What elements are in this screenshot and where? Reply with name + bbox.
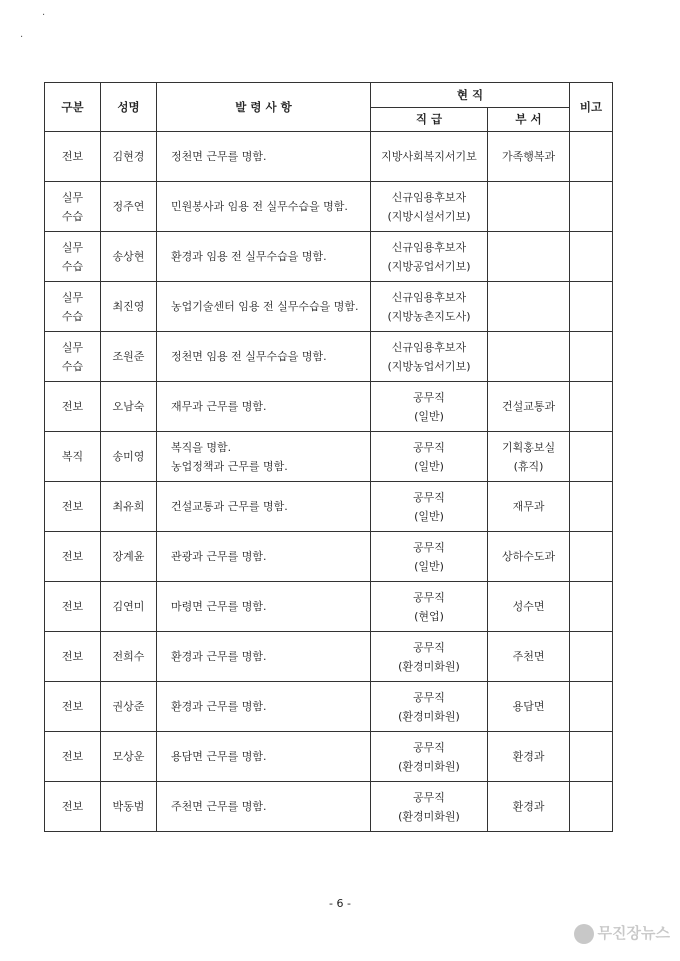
order-cell [157, 782, 371, 832]
order-cell-line: 용담면 근무를 명함. [171, 750, 267, 763]
remarks-cell [570, 532, 613, 582]
remarks-cell [570, 632, 613, 682]
category-cell-line: 전보 [61, 600, 84, 613]
category-cell-line: 수습 [61, 259, 84, 273]
department-cell [488, 532, 570, 582]
department-cell [488, 482, 570, 532]
table-row [45, 282, 613, 332]
order-cell [157, 382, 371, 432]
grade-cell-line: 지방사회복지서기보 [381, 150, 477, 163]
department-cell-line: 건설교통과 [501, 400, 556, 413]
grade-cell [371, 532, 488, 582]
category-cell [45, 582, 101, 632]
order-cell-line: 마령면 근무를 명함. [171, 600, 267, 613]
grade-cell-line: 공무직 [413, 740, 445, 754]
watermark-text: 무진장뉴스 [597, 924, 670, 942]
category-cell-line: 전보 [61, 150, 84, 163]
header-name: 성명 [101, 83, 157, 132]
remarks-cell [570, 582, 613, 632]
order-cell [157, 482, 371, 532]
category-cell-line: 수습 [61, 359, 84, 373]
remarks-cell [570, 432, 613, 482]
order-cell [157, 432, 371, 482]
grade-cell-line: 공무직 [413, 390, 445, 404]
grade-cell [371, 182, 488, 232]
category-cell [45, 732, 101, 782]
department-cell [488, 582, 570, 632]
header-remarks: 비고 [570, 83, 613, 132]
department-cell [488, 332, 570, 382]
category-cell-line: 실무 [61, 190, 84, 204]
category-cell [45, 482, 101, 532]
order-cell [157, 732, 371, 782]
table-row [45, 632, 613, 682]
grade-cell [371, 782, 488, 832]
grade-cell [371, 632, 488, 682]
table-row [45, 332, 613, 382]
department-cell-line: 환경과 [512, 750, 545, 763]
category-cell [45, 332, 101, 382]
department-cell [488, 232, 570, 282]
grade-cell [371, 582, 488, 632]
grade-cell [371, 132, 488, 182]
table-row [45, 582, 613, 632]
name-cell: 송미영 [101, 432, 157, 482]
category-cell [45, 182, 101, 232]
watermark [574, 922, 670, 944]
order-cell-line: 관광과 근무를 명함. [171, 550, 267, 563]
remarks-cell [570, 132, 613, 182]
table-row [45, 132, 613, 182]
grade-cell [371, 382, 488, 432]
grade-cell-line: 공무직 [413, 490, 445, 504]
remarks-cell [570, 482, 613, 532]
header-department: 부 서 [488, 108, 570, 132]
table-row [45, 232, 613, 282]
category-cell-line: 전보 [61, 650, 84, 663]
grade-cell-line: (환경미화원) [398, 709, 460, 723]
grade-cell-line: (지방농업서기보) [387, 359, 471, 373]
name-cell: 전희수 [101, 632, 157, 682]
category-cell-line: 실무 [61, 240, 84, 254]
grade-cell-line: 공무직 [413, 640, 445, 654]
grade-cell-line: (환경미화원) [398, 759, 460, 773]
category-cell [45, 782, 101, 832]
grade-cell-line: (일반) [414, 409, 444, 423]
name-cell: 오남숙 [101, 382, 157, 432]
category-cell-line: 전보 [61, 400, 84, 413]
grade-cell-line: (일반) [414, 509, 444, 523]
name-cell: 장계윤 [101, 532, 157, 582]
category-cell-line: 수습 [61, 309, 84, 323]
department-cell [488, 682, 570, 732]
remarks-cell [570, 782, 613, 832]
remarks-cell [570, 382, 613, 432]
order-cell-line: 환경과 근무를 명함. [171, 650, 267, 663]
department-cell-line: (휴직) [513, 459, 544, 473]
grade-cell [371, 282, 488, 332]
department-cell [488, 732, 570, 782]
order-cell-line: 건설교통과 근무를 명함. [171, 500, 288, 513]
grade-cell-line: 공무직 [413, 540, 445, 554]
table-row [45, 782, 613, 832]
grade-cell [371, 232, 488, 282]
category-cell-line: 전보 [61, 500, 84, 513]
header-grade: 직 급 [371, 108, 488, 132]
grade-cell-line: 공무직 [413, 440, 445, 454]
scan-speck: · [42, 10, 46, 21]
order-cell [157, 532, 371, 582]
order-cell-line: 농업기술센터 임용 전 실무수습을 명함. [171, 300, 359, 313]
category-cell [45, 532, 101, 582]
grade-cell-line: 신규임용후보자 [391, 290, 467, 304]
department-cell [488, 432, 570, 482]
table-row [45, 482, 613, 532]
name-cell: 모상운 [101, 732, 157, 782]
order-cell-line: 주천면 근무를 명함. [171, 800, 267, 813]
order-cell-line: 농업정책과 근무를 명함. [171, 459, 288, 473]
department-cell-line: 환경과 [512, 800, 545, 813]
scan-speck: · [20, 32, 24, 43]
name-cell: 김현경 [101, 132, 157, 182]
news-logo-icon [574, 924, 594, 944]
order-cell-line: 정천면 근무를 명함. [171, 150, 267, 163]
category-cell-line: 실무 [61, 340, 84, 354]
department-cell-line: 재무과 [512, 500, 545, 513]
table-row [45, 732, 613, 782]
category-cell-line: 전보 [61, 700, 84, 713]
remarks-cell [570, 232, 613, 282]
name-cell: 송상현 [101, 232, 157, 282]
order-cell [157, 282, 371, 332]
order-cell [157, 582, 371, 632]
department-cell [488, 132, 570, 182]
personnel-table [44, 82, 613, 832]
category-cell [45, 232, 101, 282]
grade-cell-line: 공무직 [413, 690, 445, 704]
grade-cell-line: (환경미화원) [398, 659, 460, 673]
grade-cell-line: (일반) [414, 459, 444, 473]
order-cell-line: 정천면 임용 전 실무수습을 명함. [171, 350, 327, 363]
page-number: - 6 - [329, 897, 351, 910]
name-cell: 권상준 [101, 682, 157, 732]
grade-cell [371, 332, 488, 382]
grade-cell [371, 432, 488, 482]
remarks-cell [570, 682, 613, 732]
name-cell: 박동범 [101, 782, 157, 832]
category-cell-line: 수습 [61, 209, 84, 223]
order-cell-line: 복직을 명함. [171, 440, 232, 454]
grade-cell-line: 신규임용후보자 [391, 240, 467, 254]
department-cell-line: 성수면 [512, 600, 545, 613]
grade-cell-line: 신규임용후보자 [391, 190, 467, 204]
order-cell [157, 632, 371, 682]
remarks-cell [570, 332, 613, 382]
department-cell [488, 782, 570, 832]
department-cell [488, 632, 570, 682]
category-cell [45, 382, 101, 432]
order-cell-line: 환경과 근무를 명함. [171, 700, 267, 713]
order-cell-line: 재무과 근무를 명함. [171, 400, 267, 413]
category-cell-line: 전보 [61, 800, 84, 813]
grade-cell-line: (지방공업서기보) [387, 259, 471, 273]
remarks-cell [570, 182, 613, 232]
category-cell-line: 복직 [61, 450, 84, 463]
table-row [45, 432, 613, 482]
grade-cell-line: 공무직 [413, 790, 445, 804]
name-cell: 정주연 [101, 182, 157, 232]
order-cell [157, 232, 371, 282]
department-cell-line: 기획홍보실 [501, 440, 556, 454]
category-cell [45, 682, 101, 732]
order-cell [157, 132, 371, 182]
order-cell [157, 682, 371, 732]
header-category: 구분 [45, 83, 101, 132]
category-cell-line: 실무 [61, 290, 84, 304]
category-cell [45, 132, 101, 182]
name-cell: 최진영 [101, 282, 157, 332]
grade-cell-line: (지방시설서기보) [387, 209, 471, 223]
category-cell-line: 전보 [61, 550, 84, 563]
grade-cell-line: (일반) [414, 559, 444, 573]
name-cell: 조원준 [101, 332, 157, 382]
grade-cell-line: 신규임용후보자 [391, 340, 467, 354]
category-cell-line: 전보 [61, 750, 84, 763]
name-cell: 김연미 [101, 582, 157, 632]
table-row [45, 182, 613, 232]
category-cell [45, 632, 101, 682]
order-cell-line: 환경과 임용 전 실무수습을 명함. [171, 250, 327, 263]
department-cell-line: 용담면 [512, 700, 545, 713]
header-current: 현 직 [371, 83, 570, 108]
header-order: 발 령 사 항 [157, 83, 371, 132]
order-cell-line: 민원봉사과 임용 전 실무수습을 명함. [171, 200, 348, 213]
table-row [45, 682, 613, 732]
name-cell: 최유희 [101, 482, 157, 532]
grade-cell-line: (환경미화원) [398, 809, 460, 823]
remarks-cell [570, 282, 613, 332]
grade-cell [371, 482, 488, 532]
grade-cell-line: (지방농촌지도사) [387, 309, 471, 323]
order-cell [157, 332, 371, 382]
order-cell [157, 182, 371, 232]
department-cell [488, 182, 570, 232]
category-cell [45, 282, 101, 332]
table-row [45, 382, 613, 432]
category-cell [45, 432, 101, 482]
grade-cell-line: (현업) [414, 609, 444, 623]
department-cell-line: 주천면 [512, 650, 545, 663]
department-cell [488, 282, 570, 332]
table-row [45, 532, 613, 582]
grade-cell [371, 682, 488, 732]
remarks-cell [570, 732, 613, 782]
department-cell-line: 가족행복과 [501, 150, 556, 163]
department-cell [488, 382, 570, 432]
grade-cell-line: 공무직 [413, 590, 445, 604]
grade-cell [371, 732, 488, 782]
department-cell-line: 상하수도과 [501, 550, 556, 563]
